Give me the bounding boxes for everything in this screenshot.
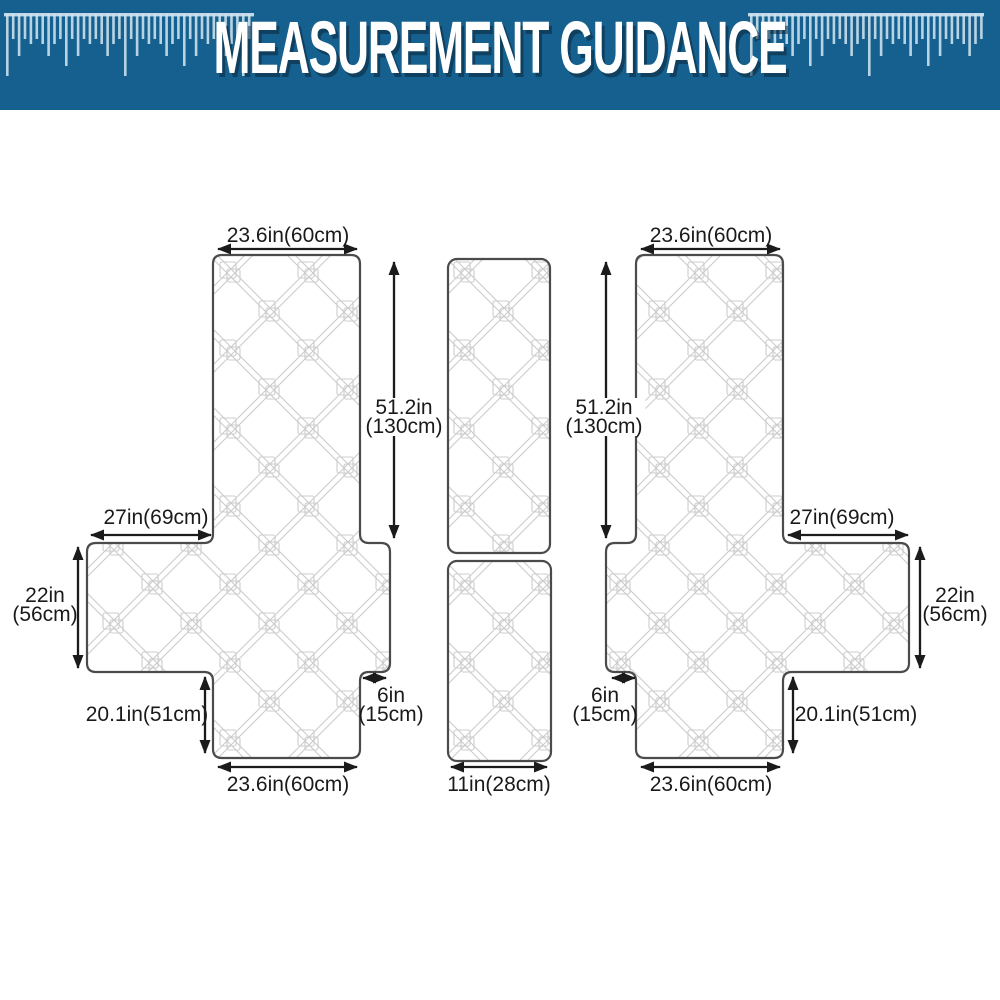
left-height-in: 51.2in: [375, 396, 433, 419]
left-step-width-label: [358, 686, 423, 724]
right-arm-depth-in: 22in: [935, 584, 975, 607]
cushion-piece-top: [448, 259, 550, 553]
right-skirt-height-label: 20.1in(51cm): [794, 703, 918, 726]
right-arm-depth-label: [922, 586, 987, 624]
left-seat-width-label: 23.6in(60cm): [226, 773, 350, 796]
right-height-label: [562, 398, 645, 436]
left-height-cm: (130cm): [365, 415, 443, 438]
right-step-cm: (15cm): [572, 703, 638, 726]
right-seat-width-label: 23.6in(60cm): [649, 773, 773, 796]
left-step-cm: (15cm): [358, 703, 424, 726]
left-arm-depth-cm: (56cm): [12, 603, 78, 626]
left-arm-depth-in: 22in: [25, 584, 65, 607]
right-arm-depth-cm: (56cm): [922, 603, 988, 626]
left-arm-width-label: 27in(69cm): [103, 506, 209, 529]
middle-width-label: 11in(28cm): [447, 773, 551, 796]
banner-title: MEASUREMENT GUIDANCE: [213, 6, 787, 89]
right-arm-width-label: 27in(69cm): [789, 506, 895, 529]
right-step-width-label: [572, 686, 637, 724]
left-back-width-label: 23.6in(60cm): [226, 224, 350, 247]
right-height-in: 51.2in: [575, 396, 633, 419]
left-arm-depth-label: [12, 586, 77, 624]
left-skirt-height-label: 20.1in(51cm): [85, 703, 209, 726]
cushion-piece-bottom: [448, 561, 551, 761]
right-height-cm: (130cm): [565, 415, 643, 438]
right-step-in: 6in: [590, 684, 620, 707]
right-back-width-label: 23.6in(60cm): [649, 224, 773, 247]
left-step-in: 6in: [376, 684, 406, 707]
left-height-label: [362, 398, 445, 436]
